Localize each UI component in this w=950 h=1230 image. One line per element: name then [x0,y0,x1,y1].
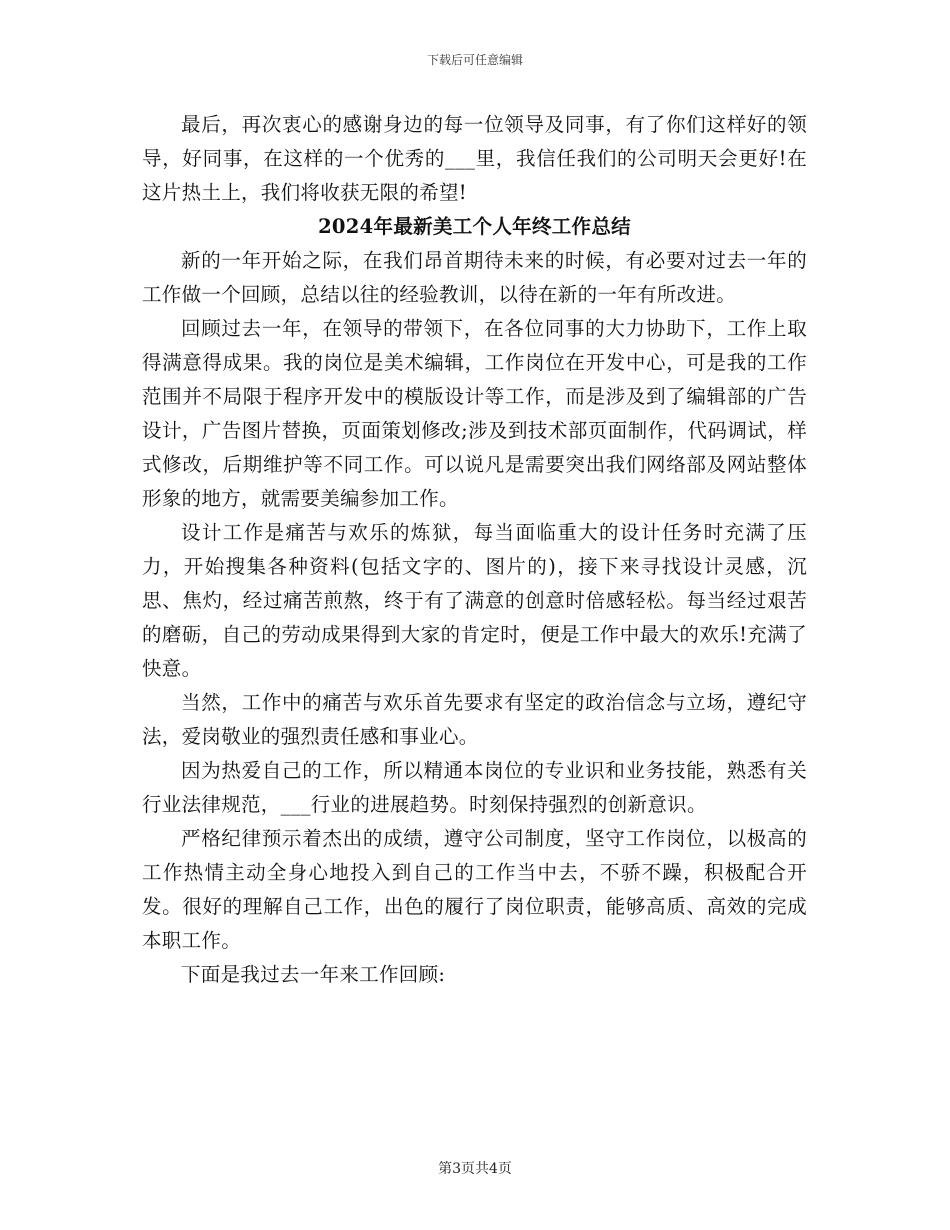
body-paragraph-1: 新的一年开始之际，在我们昂首期待未来的时候，有必要对过去一年的工作做一个回顾，总结以往的经验教训，以待在新的一年有所改进。 [142,249,807,306]
section-title: 2024年最新美工个人年终工作总结 [318,215,631,238]
document-body [142,108,807,992]
body-paragraph-7: 下面是我过去一年来工作回顾: [181,963,446,986]
body-paragraph-5: 因为热爱自己的工作，所以精通本岗位的专业识和业务技能，熟悉有关行业法律规范，___行业的进展趋势。时刻保持强烈的创新意识。 [142,759,807,816]
page-header: 下载后可任意编辑 [426,53,523,67]
body-paragraph-3: 设计工作是痛苦与欢乐的炼狱，每当面临重大的设计任务时充满了压力，开始搜集各种资料(包括文字的、图片的)，接下来寻找设计灵感，沉思、焦灼，经过痛苦煎熬，终于有了满意的创意时倍感轻松。每当经过艰苦的磨砺，自己的劳动成果得到大家的肯定时，便是工作中最大的欢乐!充满了快意。 [142,521,807,680]
body-paragraph-6: 严格纪律预示着杰出的成绩，遵守公司制度，坚守工作岗位，以极高的工作热情主动全身心地投入到自己的工作当中去，不骄不躁，积极配合开发。很好的理解自己工作，出色的履行了岗位职责，能够高质、高效的完成本职工作。 [142,827,807,952]
page-number: 第3页共4页 [438,1161,512,1177]
body-paragraph-4: 当然，工作中的痛苦与欢乐首先要求有坚定的政治信念与立场，遵纪守法，爱岗敬业的强烈责任感和事业心。 [142,691,807,748]
body-paragraph-2: 回顾过去一年，在领导的带领下，在各位同事的大力协助下，工作上取得满意得成果。我的岗位是美术编辑，工作岗位在开发中心，可是我的工作范围并不局限于程序开发中的模版设计等工作，而是涉及到了编辑部的广告设计，广告图片替换，页面策划修改;涉及到技术部页面制作，代码调试，样式修改，后期维护等不同工作。可以说凡是需要突出我们网络部及网站整体形象的地方，就需要美编参加工作。 [142,317,807,510]
closing-paragraph: 最后，再次衷心的感谢身边的每一位领导及同事，有了你们这样好的领导，好同事，在这样的一个优秀的___里，我信任我们的公司明天会更好!在这片热土上，我们将收获无限的希望! [142,113,807,204]
